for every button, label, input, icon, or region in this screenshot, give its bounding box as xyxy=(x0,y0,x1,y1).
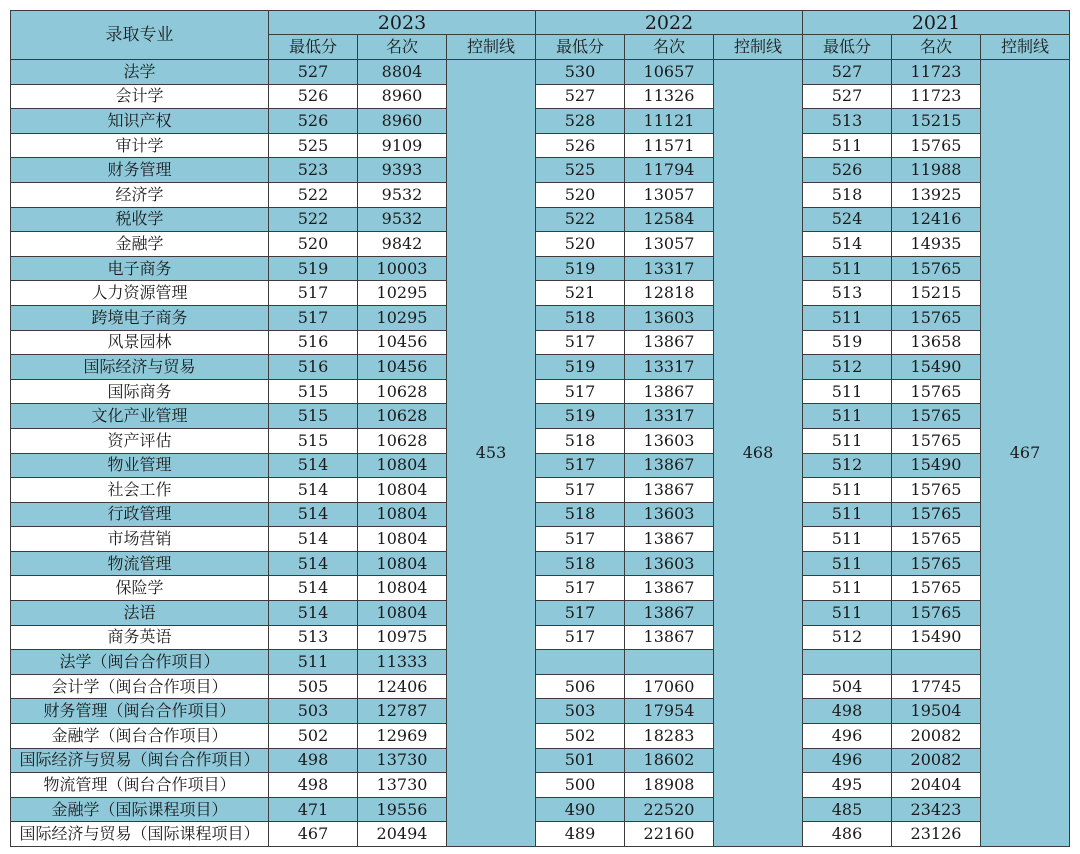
min-score-2022-cell: 517 xyxy=(536,478,625,503)
major-cell: 法学（闽台合作项目） xyxy=(11,650,269,675)
rank-2023-cell: 10804 xyxy=(358,502,447,527)
min-score-2022-cell: 521 xyxy=(536,281,625,306)
table-row xyxy=(11,207,1070,232)
rank-2021-cell: 11988 xyxy=(892,158,981,183)
rank-2021-cell: 15215 xyxy=(892,109,981,134)
rank-2022-cell: 13867 xyxy=(625,576,714,601)
min-score-2021-cell: 527 xyxy=(803,84,892,109)
min-score-2022-cell: 501 xyxy=(536,748,625,773)
rank-2023-cell: 10804 xyxy=(358,576,447,601)
rank-2021-cell xyxy=(892,650,981,675)
table-row xyxy=(11,305,1070,330)
min-score-2021-cell: 527 xyxy=(803,60,892,85)
table-row xyxy=(11,256,1070,281)
min-score-2023-cell: 505 xyxy=(269,674,358,699)
table-row xyxy=(11,748,1070,773)
rank-2021-cell: 15765 xyxy=(892,379,981,404)
min-score-2021-cell: 511 xyxy=(803,379,892,404)
rank-2021-cell: 15765 xyxy=(892,601,981,626)
rank-2023-cell: 8804 xyxy=(358,60,447,85)
min-score-2021-cell: 513 xyxy=(803,281,892,306)
min-score-2022-cell: 489 xyxy=(536,822,625,847)
rank-2022-cell: 17060 xyxy=(625,674,714,699)
min-score-2023-cell: 527 xyxy=(269,60,358,85)
min-score-2023-cell: 515 xyxy=(269,428,358,453)
min-score-2023-cell: 514 xyxy=(269,601,358,626)
min-score-2023-cell: 525 xyxy=(269,133,358,158)
min-score-2021-cell: 512 xyxy=(803,355,892,380)
min-score-2021-cell: 514 xyxy=(803,232,892,257)
major-cell: 国际商务 xyxy=(11,379,269,404)
min-score-2021-cell: 511 xyxy=(803,428,892,453)
major-cell: 社会工作 xyxy=(11,478,269,503)
min-score-2021-cell: 511 xyxy=(803,404,892,429)
major-cell: 电子商务 xyxy=(11,256,269,281)
rank-2023-cell: 10456 xyxy=(358,330,447,355)
rank-2023-cell: 9532 xyxy=(358,207,447,232)
rank-2021-cell: 15765 xyxy=(892,576,981,601)
table-row xyxy=(11,822,1070,847)
min-score-2022-cell: 519 xyxy=(536,256,625,281)
rank-2023-cell: 10456 xyxy=(358,355,447,380)
year-2021-header: 2021 xyxy=(803,11,1070,35)
min-score-2022-cell: 526 xyxy=(536,133,625,158)
min-score-2021-cell: 512 xyxy=(803,625,892,650)
min-score-2021-cell: 496 xyxy=(803,748,892,773)
min-score-2021-cell: 524 xyxy=(803,207,892,232)
rank-2022-cell: 13057 xyxy=(625,182,714,207)
rank-2022-cell: 13867 xyxy=(625,625,714,650)
rank-2022-cell: 13317 xyxy=(625,355,714,380)
rank-2023-cell: 10628 xyxy=(358,428,447,453)
min-score-2022-cell: 517 xyxy=(536,453,625,478)
year-2022-header: 2022 xyxy=(536,11,803,35)
table-row xyxy=(11,773,1070,798)
min-score-2021-cell: 518 xyxy=(803,182,892,207)
min-score-2022-cell: 500 xyxy=(536,773,625,798)
min-score-2023-cell: 516 xyxy=(269,330,358,355)
min-score-2021-cell: 513 xyxy=(803,109,892,134)
min-score-2023-cell: 517 xyxy=(269,305,358,330)
major-cell: 文化产业管理 xyxy=(11,404,269,429)
rank-2021-cell: 15765 xyxy=(892,551,981,576)
min-score-2021-cell: 486 xyxy=(803,822,892,847)
min-score-2022-cell: 520 xyxy=(536,182,625,207)
rank-2021-cell: 15215 xyxy=(892,281,981,306)
rank-2021-cell: 13658 xyxy=(892,330,981,355)
rank-2023-cell: 12787 xyxy=(358,699,447,724)
min-score-2022-cell: 518 xyxy=(536,502,625,527)
table-row xyxy=(11,527,1070,552)
min-score-2022-cell: 517 xyxy=(536,576,625,601)
table-row xyxy=(11,576,1070,601)
min-score-2022-cell: 517 xyxy=(536,625,625,650)
table-row xyxy=(11,724,1070,749)
rank-2022-cell: 12584 xyxy=(625,207,714,232)
min-score-2023-cell: 513 xyxy=(269,625,358,650)
min-score-2023-cell: 498 xyxy=(269,748,358,773)
major-cell: 物流管理 xyxy=(11,551,269,576)
rank-2022-cell: 13867 xyxy=(625,379,714,404)
major-cell: 国际经济与贸易 xyxy=(11,355,269,380)
min-score-2023-cell: 502 xyxy=(269,724,358,749)
table-row xyxy=(11,453,1070,478)
rank-2023-cell: 10628 xyxy=(358,404,447,429)
rank-2022-cell: 18283 xyxy=(625,724,714,749)
table-row xyxy=(11,551,1070,576)
min-score-2022-cell xyxy=(536,650,625,675)
major-cell: 金融学（国际课程项目） xyxy=(11,797,269,822)
rank-2022-cell: 11794 xyxy=(625,158,714,183)
rank-2022-cell: 13867 xyxy=(625,453,714,478)
min-score-2021-cell: 485 xyxy=(803,797,892,822)
rank-2023-cell: 19556 xyxy=(358,797,447,822)
rank-2023-cell: 10804 xyxy=(358,551,447,576)
rank-2021-cell: 20082 xyxy=(892,724,981,749)
rank-2021-cell: 15490 xyxy=(892,625,981,650)
rank-2021-cell: 15765 xyxy=(892,404,981,429)
header-row-years xyxy=(11,11,1070,35)
rank-2022-cell: 13603 xyxy=(625,305,714,330)
min-score-header-2022: 最低分 xyxy=(536,35,625,60)
min-score-2023-cell: 503 xyxy=(269,699,358,724)
rank-2022-cell: 13867 xyxy=(625,527,714,552)
rank-2023-cell: 12406 xyxy=(358,674,447,699)
table-row xyxy=(11,330,1070,355)
major-cell: 法学 xyxy=(11,60,269,85)
rank-2023-cell: 9109 xyxy=(358,133,447,158)
rank-2022-cell: 13317 xyxy=(625,404,714,429)
control-line-2022-cell: 468 xyxy=(714,60,803,847)
min-score-2021-cell: 498 xyxy=(803,699,892,724)
rank-2021-cell: 14935 xyxy=(892,232,981,257)
rank-2022-cell: 12818 xyxy=(625,281,714,306)
rank-2022-cell: 13603 xyxy=(625,428,714,453)
min-score-2022-cell: 519 xyxy=(536,355,625,380)
table-row xyxy=(11,650,1070,675)
major-cell: 知识产权 xyxy=(11,109,269,134)
rank-2021-cell: 17745 xyxy=(892,674,981,699)
rank-2023-cell: 9842 xyxy=(358,232,447,257)
rank-2021-cell: 15765 xyxy=(892,527,981,552)
min-score-2023-cell: 522 xyxy=(269,207,358,232)
table-row xyxy=(11,797,1070,822)
rank-2021-cell: 11723 xyxy=(892,60,981,85)
rank-2021-cell: 13925 xyxy=(892,182,981,207)
table-row xyxy=(11,60,1070,85)
min-score-2022-cell: 519 xyxy=(536,404,625,429)
table-row xyxy=(11,674,1070,699)
min-score-2021-cell: 511 xyxy=(803,601,892,626)
rank-2021-cell: 23423 xyxy=(892,797,981,822)
control-line-header-2021: 控制线 xyxy=(981,35,1070,60)
rank-2021-cell: 20082 xyxy=(892,748,981,773)
major-cell: 保险学 xyxy=(11,576,269,601)
major-cell: 会计学（闽台合作项目） xyxy=(11,674,269,699)
table-row xyxy=(11,478,1070,503)
min-score-2022-cell: 517 xyxy=(536,601,625,626)
min-score-2023-cell: 515 xyxy=(269,404,358,429)
min-score-2023-cell: 514 xyxy=(269,478,358,503)
rank-2021-cell: 23126 xyxy=(892,822,981,847)
min-score-2021-cell: 512 xyxy=(803,453,892,478)
rank-2023-cell: 12969 xyxy=(358,724,447,749)
min-score-2022-cell: 502 xyxy=(536,724,625,749)
table-body xyxy=(11,60,1070,847)
table-row xyxy=(11,84,1070,109)
min-score-2021-cell: 511 xyxy=(803,502,892,527)
major-cell: 物流管理（闽台合作项目） xyxy=(11,773,269,798)
min-score-2022-cell: 490 xyxy=(536,797,625,822)
rank-2021-cell: 19504 xyxy=(892,699,981,724)
rank-2023-cell: 10804 xyxy=(358,601,447,626)
rank-2022-cell: 13867 xyxy=(625,330,714,355)
min-score-2021-cell: 504 xyxy=(803,674,892,699)
table-row xyxy=(11,428,1070,453)
rank-2023-cell: 10804 xyxy=(358,527,447,552)
major-cell: 国际经济与贸易（国际课程项目） xyxy=(11,822,269,847)
major-cell: 资产评估 xyxy=(11,428,269,453)
min-score-2022-cell: 525 xyxy=(536,158,625,183)
rank-2023-cell: 13730 xyxy=(358,748,447,773)
min-score-2022-cell: 503 xyxy=(536,699,625,724)
min-score-2023-cell: 514 xyxy=(269,502,358,527)
min-score-2023-cell: 526 xyxy=(269,84,358,109)
min-score-2022-cell: 506 xyxy=(536,674,625,699)
rank-2023-cell: 10628 xyxy=(358,379,447,404)
major-cell: 经济学 xyxy=(11,182,269,207)
table-row xyxy=(11,699,1070,724)
major-cell: 金融学（闽台合作项目） xyxy=(11,724,269,749)
table-row xyxy=(11,355,1070,380)
min-score-2023-cell: 523 xyxy=(269,158,358,183)
table-row xyxy=(11,379,1070,404)
min-score-2023-cell: 511 xyxy=(269,650,358,675)
min-score-2021-cell: 496 xyxy=(803,724,892,749)
rank-2021-cell: 11723 xyxy=(892,84,981,109)
rank-2021-cell: 15765 xyxy=(892,305,981,330)
min-score-2022-cell: 530 xyxy=(536,60,625,85)
rank-2022-cell: 22520 xyxy=(625,797,714,822)
rank-2023-cell: 10295 xyxy=(358,305,447,330)
major-cell: 市场营销 xyxy=(11,527,269,552)
min-score-2023-cell: 516 xyxy=(269,355,358,380)
min-score-2023-cell: 471 xyxy=(269,797,358,822)
min-score-2022-cell: 528 xyxy=(536,109,625,134)
rank-2021-cell: 15765 xyxy=(892,502,981,527)
min-score-2023-cell: 517 xyxy=(269,281,358,306)
min-score-2021-cell: 511 xyxy=(803,527,892,552)
table-row xyxy=(11,281,1070,306)
min-score-2021-cell: 495 xyxy=(803,773,892,798)
table-row xyxy=(11,158,1070,183)
rank-2022-cell: 13867 xyxy=(625,478,714,503)
min-score-2021-cell xyxy=(803,650,892,675)
rank-2022-cell xyxy=(625,650,714,675)
rank-2021-cell: 12416 xyxy=(892,207,981,232)
min-score-2021-cell: 511 xyxy=(803,478,892,503)
min-score-2022-cell: 517 xyxy=(536,379,625,404)
table-row xyxy=(11,601,1070,626)
min-score-2023-cell: 514 xyxy=(269,551,358,576)
table-row xyxy=(11,182,1070,207)
rank-2023-cell: 8960 xyxy=(358,109,447,134)
min-score-2021-cell: 519 xyxy=(803,330,892,355)
min-score-2023-cell: 526 xyxy=(269,109,358,134)
major-column-header: 录取专业 xyxy=(11,11,269,60)
min-score-2023-cell: 520 xyxy=(269,232,358,257)
rank-header-2021: 名次 xyxy=(892,35,981,60)
rank-2021-cell: 15765 xyxy=(892,256,981,281)
min-score-header-2023: 最低分 xyxy=(269,35,358,60)
min-score-2023-cell: 467 xyxy=(269,822,358,847)
table-row xyxy=(11,109,1070,134)
rank-2022-cell: 18908 xyxy=(625,773,714,798)
major-cell: 法语 xyxy=(11,601,269,626)
major-cell: 跨境电子商务 xyxy=(11,305,269,330)
rank-header-2022: 名次 xyxy=(625,35,714,60)
table-row xyxy=(11,133,1070,158)
min-score-header-2021: 最低分 xyxy=(803,35,892,60)
rank-2023-cell: 10804 xyxy=(358,478,447,503)
min-score-2021-cell: 526 xyxy=(803,158,892,183)
major-cell: 金融学 xyxy=(11,232,269,257)
major-cell: 行政管理 xyxy=(11,502,269,527)
min-score-2022-cell: 522 xyxy=(536,207,625,232)
rank-2022-cell: 10657 xyxy=(625,60,714,85)
min-score-2021-cell: 511 xyxy=(803,576,892,601)
rank-2023-cell: 11333 xyxy=(358,650,447,675)
table-row xyxy=(11,232,1070,257)
min-score-2023-cell: 498 xyxy=(269,773,358,798)
rank-2022-cell: 11121 xyxy=(625,109,714,134)
control-line-2023-cell: 453 xyxy=(447,60,536,847)
rank-2022-cell: 13867 xyxy=(625,601,714,626)
table-row xyxy=(11,625,1070,650)
major-cell: 国际经济与贸易（闽台合作项目） xyxy=(11,748,269,773)
rank-2022-cell: 22160 xyxy=(625,822,714,847)
min-score-2022-cell: 520 xyxy=(536,232,625,257)
min-score-2023-cell: 515 xyxy=(269,379,358,404)
major-cell: 审计学 xyxy=(11,133,269,158)
rank-2021-cell: 15765 xyxy=(892,428,981,453)
rank-2021-cell: 15765 xyxy=(892,133,981,158)
rank-2023-cell: 20494 xyxy=(358,822,447,847)
rank-2022-cell: 13057 xyxy=(625,232,714,257)
rank-2022-cell: 13603 xyxy=(625,502,714,527)
rank-2023-cell: 10003 xyxy=(358,256,447,281)
min-score-2023-cell: 514 xyxy=(269,527,358,552)
rank-2022-cell: 18602 xyxy=(625,748,714,773)
rank-2023-cell: 10295 xyxy=(358,281,447,306)
rank-2022-cell: 11326 xyxy=(625,84,714,109)
rank-2021-cell: 15765 xyxy=(892,478,981,503)
min-score-2022-cell: 517 xyxy=(536,330,625,355)
min-score-2022-cell: 517 xyxy=(536,527,625,552)
admission-score-table xyxy=(10,10,1070,847)
rank-2023-cell: 10804 xyxy=(358,453,447,478)
rank-header-2023: 名次 xyxy=(358,35,447,60)
rank-2022-cell: 17954 xyxy=(625,699,714,724)
year-2023-header: 2023 xyxy=(269,11,536,35)
major-cell: 会计学 xyxy=(11,84,269,109)
rank-2021-cell: 15490 xyxy=(892,355,981,380)
rank-2022-cell: 13603 xyxy=(625,551,714,576)
rank-2023-cell: 8960 xyxy=(358,84,447,109)
rank-2023-cell: 13730 xyxy=(358,773,447,798)
rank-2023-cell: 10975 xyxy=(358,625,447,650)
major-cell: 财务管理（闽台合作项目） xyxy=(11,699,269,724)
rank-2023-cell: 9532 xyxy=(358,182,447,207)
control-line-header-2023: 控制线 xyxy=(447,35,536,60)
min-score-2022-cell: 518 xyxy=(536,428,625,453)
min-score-2023-cell: 519 xyxy=(269,256,358,281)
rank-2023-cell: 9393 xyxy=(358,158,447,183)
major-cell: 财务管理 xyxy=(11,158,269,183)
min-score-2021-cell: 511 xyxy=(803,305,892,330)
min-score-2021-cell: 511 xyxy=(803,256,892,281)
min-score-2022-cell: 527 xyxy=(536,84,625,109)
min-score-2023-cell: 522 xyxy=(269,182,358,207)
control-line-header-2022: 控制线 xyxy=(714,35,803,60)
min-score-2023-cell: 514 xyxy=(269,576,358,601)
major-cell: 税收学 xyxy=(11,207,269,232)
min-score-2022-cell: 518 xyxy=(536,305,625,330)
min-score-2022-cell: 518 xyxy=(536,551,625,576)
major-cell: 人力资源管理 xyxy=(11,281,269,306)
min-score-2021-cell: 511 xyxy=(803,551,892,576)
rank-2021-cell: 20404 xyxy=(892,773,981,798)
rank-2022-cell: 11571 xyxy=(625,133,714,158)
min-score-2023-cell: 514 xyxy=(269,453,358,478)
rank-2022-cell: 13317 xyxy=(625,256,714,281)
rank-2021-cell: 15490 xyxy=(892,453,981,478)
min-score-2021-cell: 511 xyxy=(803,133,892,158)
major-cell: 风景园林 xyxy=(11,330,269,355)
major-cell: 物业管理 xyxy=(11,453,269,478)
control-line-2021-cell: 467 xyxy=(981,60,1070,847)
table-row xyxy=(11,404,1070,429)
major-cell: 商务英语 xyxy=(11,625,269,650)
table-row xyxy=(11,502,1070,527)
